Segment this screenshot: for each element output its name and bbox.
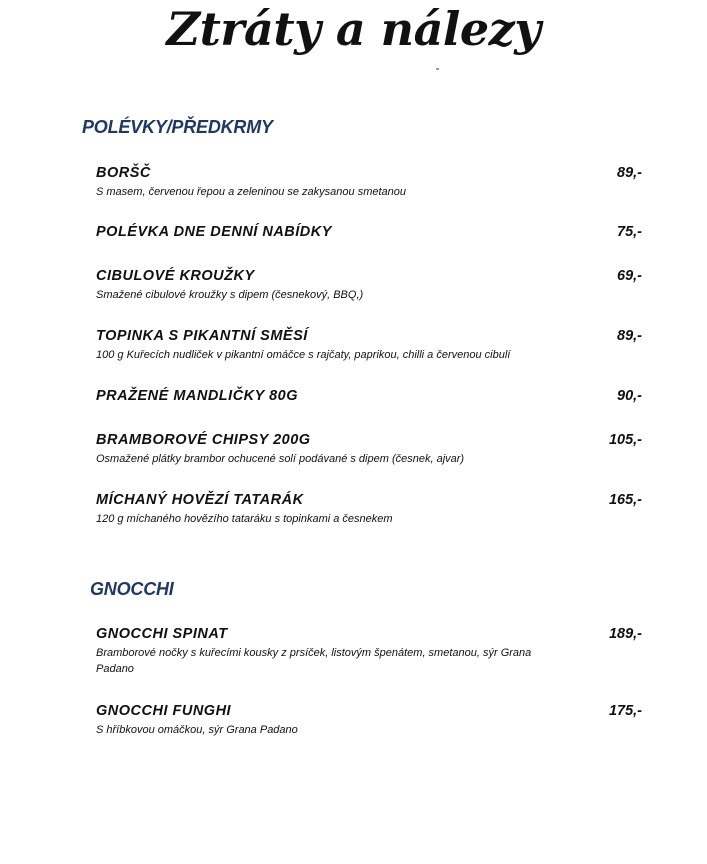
item-name: PRAŽENÉ MANDLIČKY 80G — [96, 388, 298, 404]
menu-item — [96, 165, 646, 200]
menu-title: Ztráty a nálezy — [166, 2, 541, 56]
menu-item — [96, 388, 646, 404]
item-price: 89,- — [617, 328, 642, 344]
decorative-dot — [436, 68, 439, 70]
item-name: POLÉVKA DNE DENNÍ NABÍDKY — [96, 224, 332, 240]
item-name: GNOCCHI SPINAT — [96, 626, 228, 642]
item-description: Bramborové nočky s kuřecími kousky z prsíček, listovým špenátem, smetanou, sýr Grana Padano — [96, 647, 532, 675]
item-name: BORŠČ — [96, 165, 151, 181]
section-heading-polevky: POLÉVKY/PŘEDKRMY — [82, 117, 273, 137]
item-price: 90,- — [617, 388, 642, 404]
item-name: TOPINKA S PIKANTNÍ SMĚSÍ — [96, 328, 308, 344]
item-name: CIBULOVÉ KROUŽKY — [96, 268, 255, 284]
item-name: MÍCHANÝ HOVĚZÍ TATARÁK — [96, 492, 304, 508]
menu-item — [96, 328, 646, 363]
item-price: 105,- — [608, 432, 642, 448]
menu-item — [96, 224, 646, 240]
item-name: GNOCCHI FUNGHI — [96, 703, 232, 719]
menu-item — [96, 626, 646, 677]
menu-item — [96, 703, 646, 738]
item-description: S hříbkovou omáčkou, sýr Grana Padano — [96, 724, 298, 736]
item-price: 189,- — [608, 626, 642, 642]
menu-item — [96, 492, 646, 527]
item-price: 75,- — [617, 224, 642, 240]
menu-item — [96, 268, 646, 303]
item-price: 89,- — [617, 165, 642, 181]
section-heading-gnocchi: GNOCCHI — [90, 579, 174, 599]
item-description: 120 g míchaného hovězího tataráku s topinkami a česnekem — [96, 513, 393, 525]
menu-item — [96, 432, 646, 467]
item-description: Osmažené plátky brambor ochucené solí podávané s dipem (česnek, ajvar) — [96, 453, 465, 465]
item-price: 165,- — [608, 492, 642, 508]
item-price: 69,- — [617, 268, 642, 284]
item-description: Smažené cibulové kroužky s dipem (česnekový, BBQ,) — [96, 289, 364, 301]
item-description: S masem, červenou řepou a zeleninou se zakysanou smetanou — [96, 186, 407, 198]
item-price: 175,- — [608, 703, 642, 719]
item-name: BRAMBOROVÉ CHIPSY 200G — [96, 432, 311, 448]
item-description: 100 g Kuřecích nudliček v pikantní omáčce s rajčaty, paprikou, chilli a červenou cibulí — [96, 349, 511, 361]
